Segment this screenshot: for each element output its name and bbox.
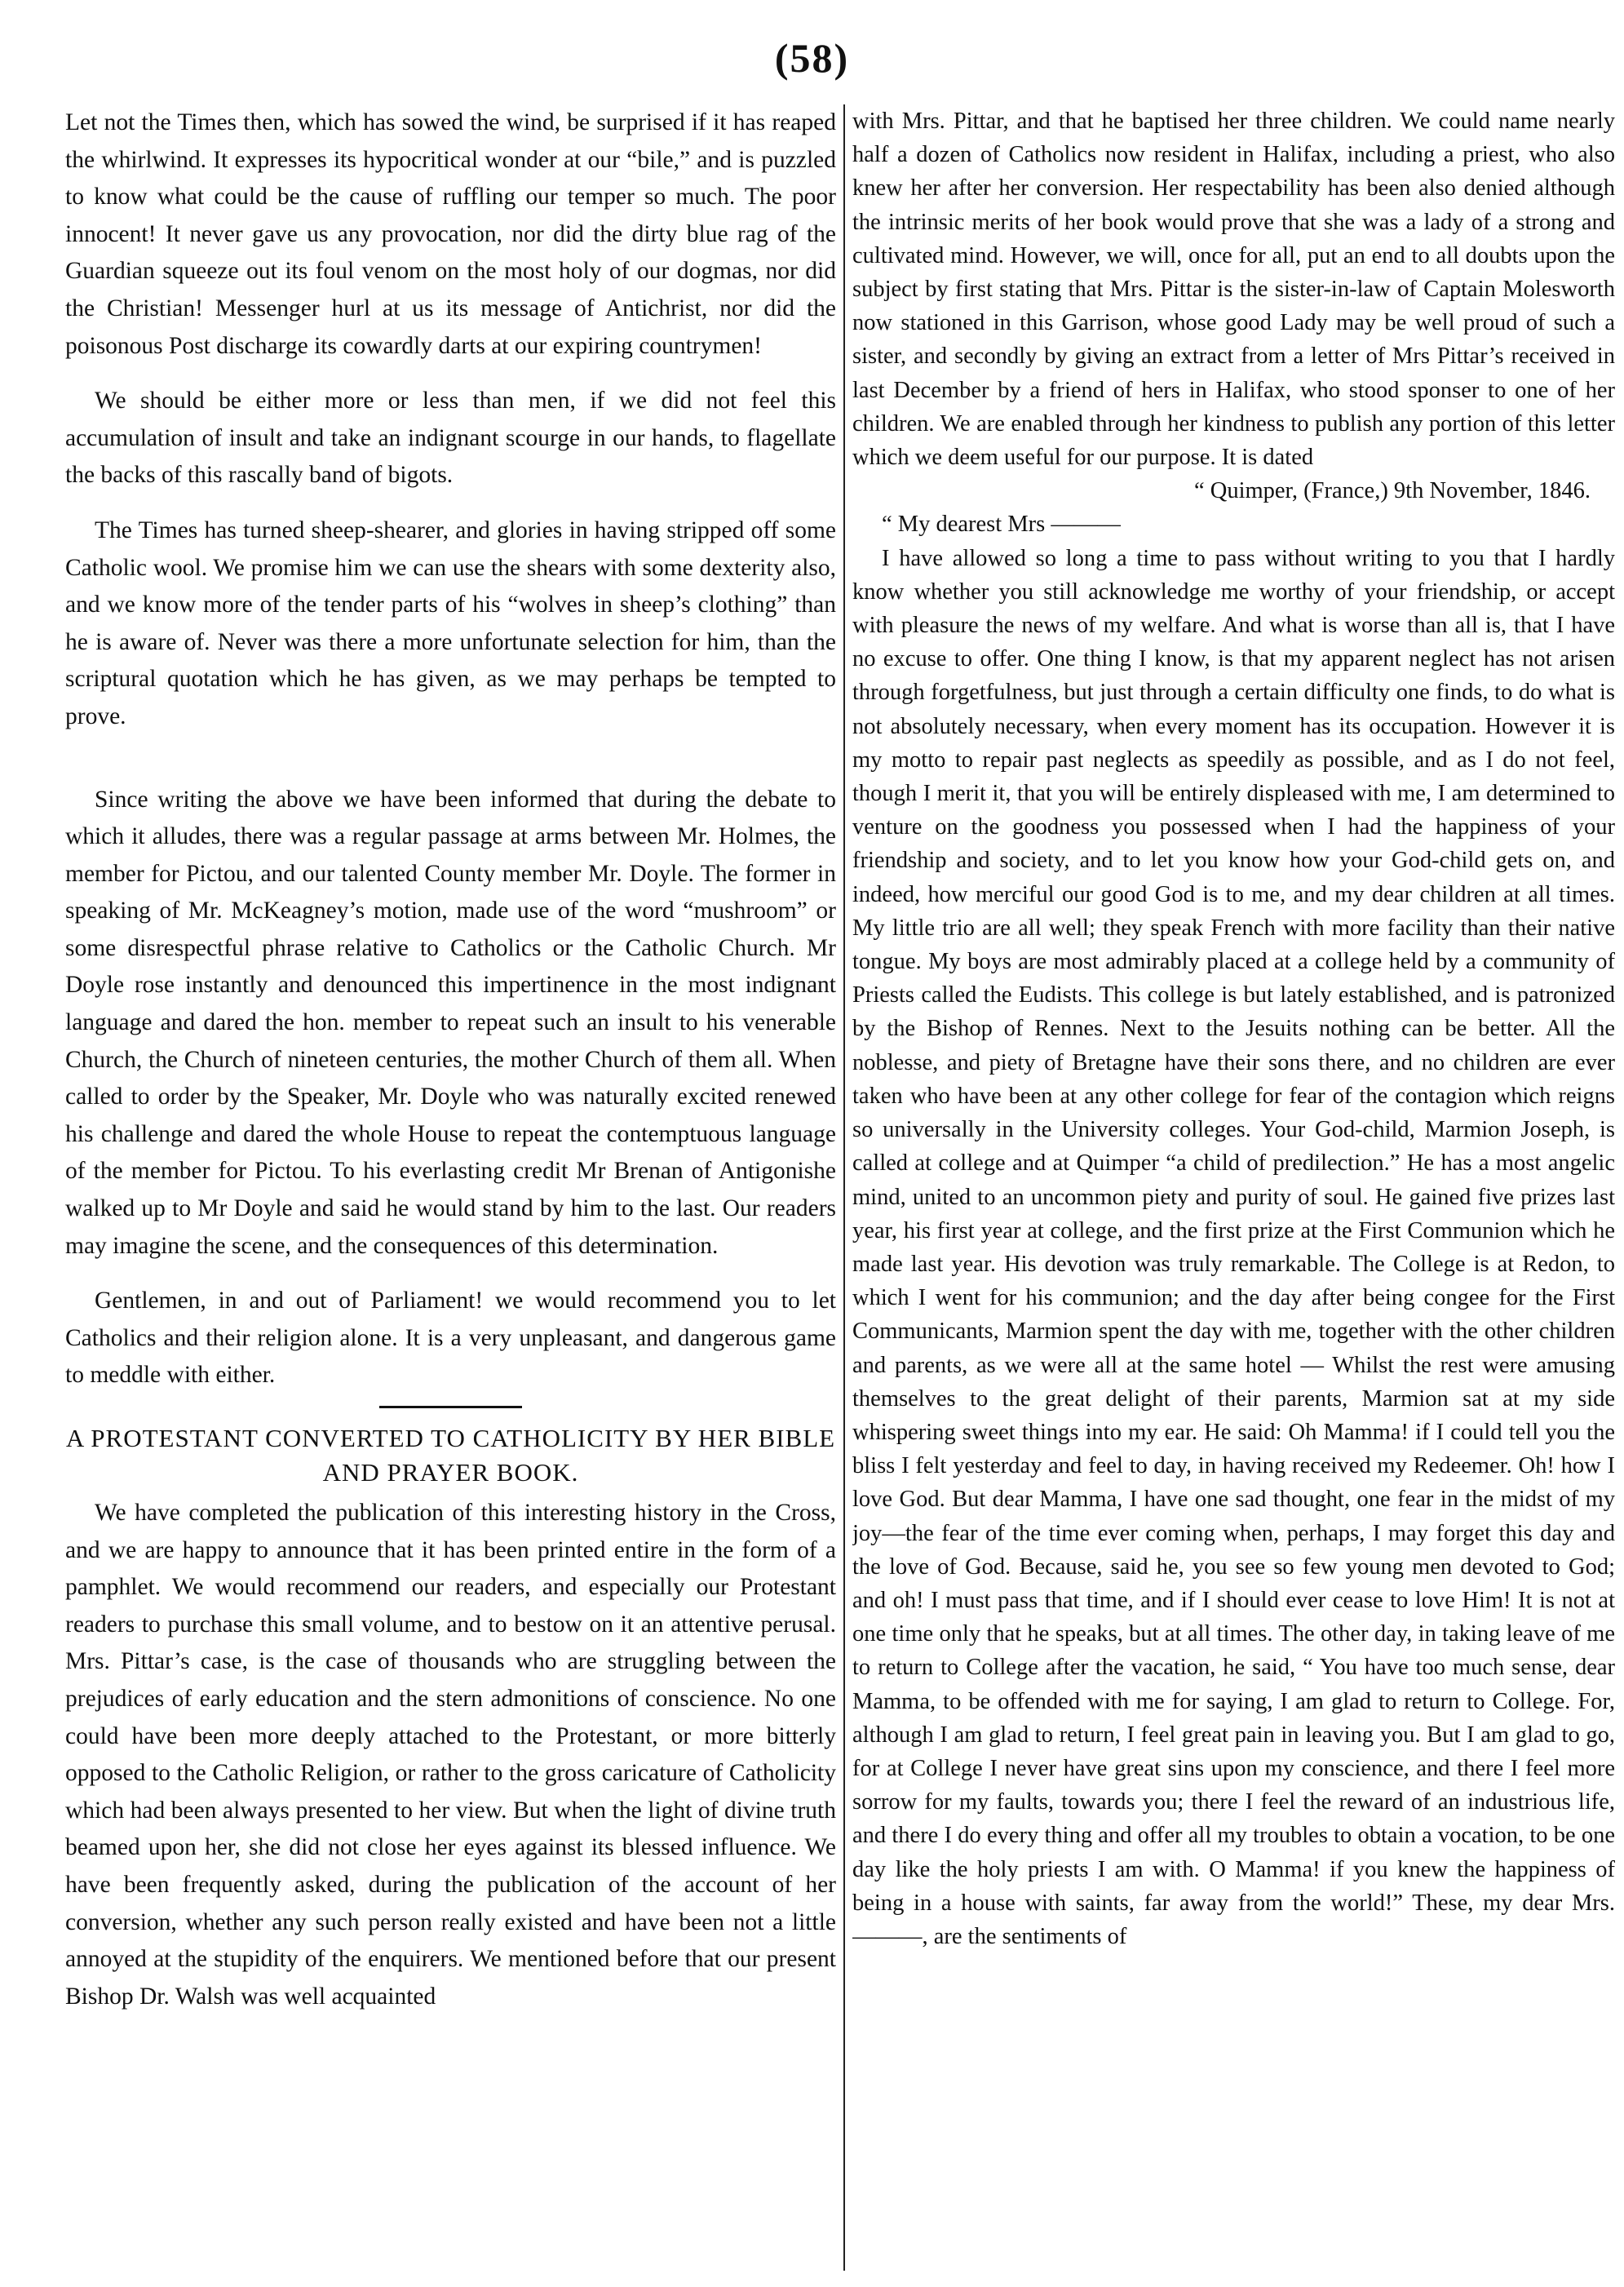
- paragraph-pamphlet: We have completed the publication of this interesting history in the Cross, and we are happy to announce that it has been printed entire in the form of a pamphlet. We would recommend our readers, and especially our Protestant readers to purchase this small volume, and to bestow on it an attentive perusal. Mrs. Pittar’s case, is the case of thousands who are struggling between the prejudices of early education and the stern admonitions of conscience. No one could have been more deeply attached to the Protestant, or more bitterly opposed to the Catholic Religion, or rather to the gross caricature of Catholicity which had been always presented to her view. But when the light of divine truth beamed upon her, she did not close her eyes against its blessed influence. We have been frequently asked, during the publication of the account of her conversion, whether any such person really existed and have been not a little annoyed at the stupidity of the enquirers. We mentioned before that our present Bishop Dr. Walsh was well acquainted: [65, 1500, 836, 2010]
- paragraph-debate: Since writing the above we have been informed that during the debate to which it alludes, there was a regular passage at arms between Mr. Holmes, the member for Pictou, and our talented County member Mr. Doyle. The former in speaking of Mr. McKeagney’s motion, made use of the word “mushroom” or some disrespectful phrase relative to Catholics or the Catholic Church. Mr Doyle rose instantly and denounced this impertinence in the most indignant language and dared the hon. member to repeat such an insult to his venerable Church, the Church of nineteen centuries, the mother Church of them all. When called to order by the Speaker, Mr. Doyle who was naturally excited renewed his challenge and dared the whole House to repeat the contemptuous language of the member for Pictou. To his everlasting credit Mr Brenan of Antigonishe walked up to Mr Doyle and said he would stand by him to the last. Our readers may imagine the scene, and the consequences of this determination.: [65, 786, 836, 1259]
- letter-salutation: “ My dearest Mrs ———: [882, 512, 1121, 538]
- paragraph-sheep-shearer: The Times has turned sheep-shearer, and glories in having stripped off some Catholic wool. We promise him we can use the shears with some dexterity also, and we know more of the tender parts of his “wolves in sheep’s clothing” than he is aware of. Never was there a more unfortunate selection for him, than the scriptural quotation which he has given, as we may perhaps be tempted to prove.: [65, 516, 836, 729]
- paragraph-continuation: with Mrs. Pittar, and that he baptised her three children. We could name nearly half a dozen of Catholics now resident in Halifax, including a priest, who also knew her after her conversion. Her respectability has been also denied although the intrinsic merits of her book would prove that she was a lady of a strong and cultivated mind. However, we will, once for all, put an end to all doubts upon the subject by first stating that Mrs. Pittar is the sister-in-law of Captain Molesworth now stationed in this Garrison, whose good Lady may be well proud of such a sister, and secondly by giving an extract from a letter of Mrs Pittar’s received in last December by a friend of hers in Halifax, who stood sponser to one of her children. We are enabled through her kindness to publish any portion of this letter which we deem useful for our purpose. It is dated: [852, 109, 1615, 471]
- page-number: (58): [774, 35, 850, 81]
- paragraph-gentlemen: Gentlemen, in and out of Parliament! we would recommend you to let Catholics and their religion alone. It is a very unpleasant, and dangerous game to meddle with either.: [65, 1288, 836, 1389]
- paragraph-times-reply: Let not the Times then, which has sowed the wind, be surprised if it has reaped the whirlwind. It expresses its hypocritical wonder at our “bile,” and is puzzled to know what could be the cause of ruffling our temper so much. The poor innocent! It never gave us any provocation, nor did the dirty blue rag of the Guardian squeeze out its foul venom on the most holy of our dogmas, nor did the Christian! Messenger hurl at us its message of Antichrist, nor did the poisonous Post discharge its cowardly darts at our expiring countrymen!: [65, 109, 836, 359]
- right-column: [852, 104, 1615, 2271]
- article-heading: A PROTESTANT CONVERTED TO CATHOLICITY BY HER BIBLE AND PRAYER BOOK.: [65, 1424, 836, 1487]
- letter-dateline: “ Quimper, (France,) 9th November, 1846.: [1193, 478, 1591, 504]
- section-divider: [379, 1406, 522, 1408]
- column-divider: [843, 104, 845, 2271]
- letter-body: I have allowed so long a time to pass without writing to you that I hardly know whether you still acknowledge me worthy of your friendship, or accept with pleasure the news of my welfare. And what is worse than all is, that I have no excuse to offer. One thing I know, is that my apparent neglect has not arisen through forgetfulness, but just through a certain difficulty one finds, to do what is not absolutely necessary, when every moment has its occupation. However it is my motto to repair past neglects as speedily as possible, and as I do not feel, though I merit it, that you will be entirely displeased with me, I am determined to venture on the goodness you possessed when I had the happiness of your friendship and society, and to let you know how your God-child gets on, and indeed, how merciful our good God is to me, and my dear children at all times. My little trio are all well; they speak French with more facility than their native tongue. My boys are most admirably placed at a college held by a community of Priests called the Eudists. This college is but lately established, and is patronized by the Bishop of Rennes. Next to the Jesuits nothing can be better. All the noblesse, and piety of Bretagne have their sons there, and no children are ever taken who have been at any other college for fear of the contagion which reigns so universally in the University colleges. Your God-child, Marmion Joseph, is called at college and at Quimper “a child of predilection.” He has a most angelic mind, united to an uncommon piety and purity of soul. He gained five prizes last year, his first year at college, and the first prize at the First Communion which he made last year. His devotion was truly remarkable. The College is at Redon, to which I went for his communion; and the day after being congee for the First Communicants, Marmion spent the day with me, together with the other children and parents, as we were all at the same hotel — Whilst the rest were amusing themselves to the great delight of their parents, Marmion sat at my side whispering sweet things into my ear. He said: Oh Mamma! if I could tell you the bliss I felt yesterday and feel to day, in having received my Redeemer. Oh! how I love God. But dear Mamma, I have one sad thought, one fear in the midst of my joy—the fear of the time ever coming when, perhaps, I may forget this day and the love of God. Because, said he, you see so few young men devoted to God; and oh! I must pass that time, and if I should ever cease to love Him! It is not at one time only that he speaks, but at all times. The other day, in taking leave of me to return to College after the vacation, he said, “ You have too much sense, dear Mamma, to be offended with me for saying, I am glad to return to College. For, although I am glad to return, I feel great pain in leaving you. But I am glad to go, for at College I never have great sins upon my conscience, and there I feel more sorrow for my faults, towards you; there I feel the reward of an industrious life, and there I do every thing and offer all my troubles to obtain a vocation, to be one day like the holy priests I am with. O Mamma! if you knew the happiness of being in a house with saints, far away from the world!” These, my dear Mrs. ———, are the sentiments of: [852, 545, 1615, 1949]
- left-column: [65, 104, 836, 2271]
- paragraph-insult: We should be either more or less than men, if we did not feel this accumulation of insult and take an indignant scourge in our hands, to flagellate the backs of this rascally band of bigots.: [65, 388, 836, 489]
